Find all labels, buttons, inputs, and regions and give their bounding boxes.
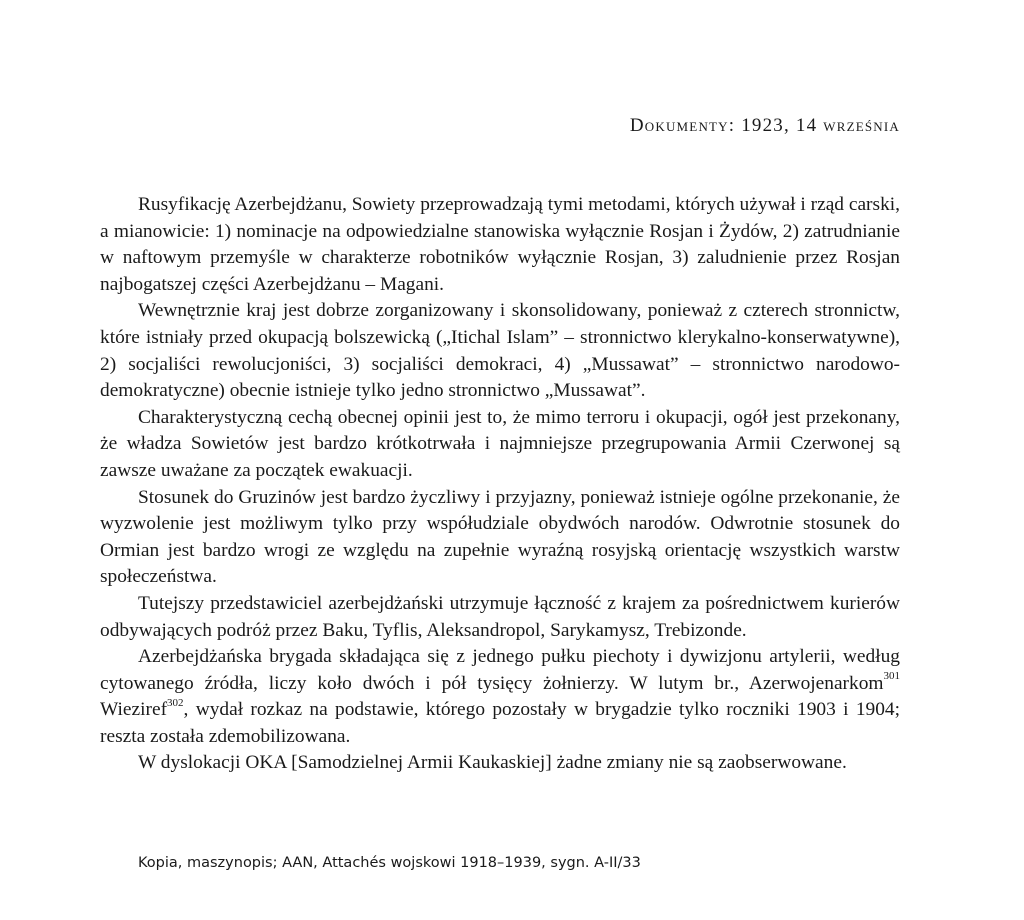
footnote-ref-302[interactable]: 302 [167, 696, 184, 709]
document-body [100, 192, 900, 777]
paragraph-dyslokacja: W dyslokacji OKA [Samodzielnej Armii Kaukaskiej] żadne zmiany nie są zaobserwowane. [138, 752, 847, 774]
paragraph-brygada-part3: , wydał rozkaz na podstawie, którego pozostały w brygadzie tylko roczniki 1903 i 1904; reszta została zdemobilizowana. [100, 699, 900, 747]
paragraph-rusyfikacja: Rusyfikację Azerbejdżanu, Sowiety przeprowadzają tymi metodami, których używał i rząd carski, a mianowicie: 1) nominacje na odpowiedzialne stanowiska wyłącznie Rosjan i Żydów, 2) zatrudnianie w naftowym przemyśle w charakterze robotników wyłącznie Rosjan, 3) zaludnienie przez Rosjan najbogatszej części Azerbejdżanu – Magani. [100, 194, 900, 295]
paragraph-kurierzy: Tutejszy przedstawiciel azerbejdżański utrzymuje łączność z krajem za pośrednictwem kurierów odbywających podróż przez Baku, Tyflis, Aleksandropol, Sarykamysz, Trebizonde. [100, 592, 900, 641]
paragraph-brygada [100, 644, 900, 750]
running-header: Dokumenty: 1923, 14 września [629, 115, 900, 136]
paragraph-opinia: Charakterystyczną cechą obecnej opinii jest to, że mimo terroru i okupacji, ogół jest przekonany, że władza Sowietów jest bardzo krótkotrwała i najmniejsze przegrupowania Armii Czerwonej są zawsze uważane za początek ewakuacji. [100, 406, 900, 481]
paragraph-stronnictwa: Wewnętrznie kraj jest dobrze zorganizowany i skonsolidowany, ponieważ z czterech stronnictw, które istniały przed okupacją bolszewicką („Itichal Islam” – stronnictwo klerykalno-konserwatywne), 2) socjaliści rewolucjoniści, 3) socjaliści demokraci, 4) „Mussawat” – stronnictwo narodowo-demokratyczne) obecnie istnieje tylko jedno stronnictwo „Mussawat”. [100, 300, 900, 402]
footnote-ref-301[interactable]: 301 [883, 670, 900, 683]
paragraph-brygada-part1: Azerbejdżańska brygada składająca się z jednego pułku piechoty i dywizjonu artylerii, według cytowanego źródła, liczy koło dwóch i pół tysięcy żołnierzy. W lutym br., Azerwojenarkom [100, 646, 900, 694]
paragraph-gruzini-ormianie: Stosunek do Gruzinów jest bardzo życzliwy i przyjazny, ponieważ istnieje ogólne przekonanie, że wyzwolenie jest możliwym tylko przy współudziale obydwóch narodów. Odwrotnie stosunek do Ormian jest bardzo wrogi ze względu na zupełnie wyraźną rosyjską orientację wszystkich warstw społeczeństwa. [100, 486, 900, 588]
paragraph-brygada-part2: Wieziref [100, 699, 168, 721]
source-note: Kopia, maszynopis; AAN, Attachés wojskowi 1918–1939, sygn. A-II/33 [138, 855, 641, 871]
